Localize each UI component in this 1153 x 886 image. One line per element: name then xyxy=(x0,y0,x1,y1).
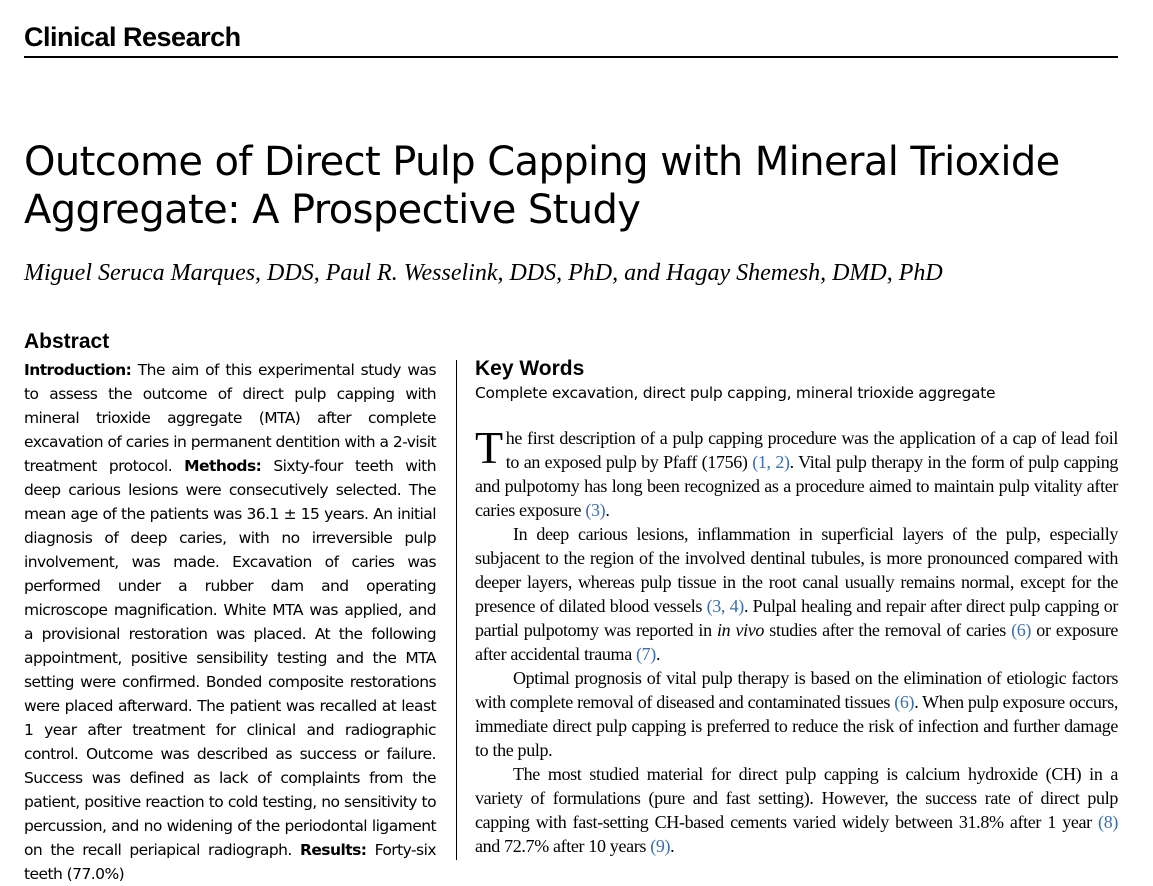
abstract-methods-label: Methods: xyxy=(184,457,262,475)
keywords-list: Complete excavation, direct pulp capping, mineral trioxide aggregate xyxy=(475,384,996,402)
body-text: or exposure after accidental trauma xyxy=(475,620,1118,664)
article-authors: Miguel Seruca Marques, DDS, Paul R. Wesselink, DDS, PhD, and Hagay Shemesh, DMD, PhD xyxy=(24,260,943,286)
abstract-body xyxy=(24,358,436,886)
column-divider xyxy=(456,360,457,860)
abstract-intro-text: The aim of this experimental study was to assess the outcome of direct pulp capping with mineral trioxide aggregate (MTA) after complete excavation of caries in permanent dentition with a 2-visit treatment protocol. xyxy=(24,361,436,475)
citation-link[interactable]: (8) xyxy=(1098,812,1118,832)
body-paragraph-1 xyxy=(475,422,1118,522)
body-text: . xyxy=(670,836,675,856)
abstract-heading: Abstract xyxy=(24,330,110,353)
abstract-results-label: Results: xyxy=(299,841,367,859)
body-text: In deep carious lesions, inflammation in superficial layers of the pulp, especially subjacent to the region of the involved dentinal tubules, is more pronounced compared with deeper layers, whereas pulp tissue in the root canal usually remains normal, except for the presence of dilated blood vessels xyxy=(475,524,1118,616)
body-paragraph-4 xyxy=(475,762,1118,858)
body-text: Optimal prognosis of vital pulp therapy is based on the elimination of etiologic factors with complete removal of diseased and contaminated tissues xyxy=(475,668,1118,712)
abstract-intro-label: Introduction: xyxy=(24,361,132,379)
body-text: . xyxy=(655,644,661,664)
body-text: . xyxy=(605,500,610,520)
body-paragraph-2 xyxy=(475,522,1118,666)
citation-link[interactable]: (7) xyxy=(636,644,656,664)
body-emphasis: in vivo xyxy=(716,620,765,640)
abstract-methods-text: Sixty-four teeth with deep carious lesions were consecutively selected. The mean age of the patients was 36.1 ± 15 years. An initial diagnosis of deep caries, with no irreversible pulp involvement, was made. Excavation of caries was performed under a rubber dam and operating microscope magnification. White MTA was applied, and a provisional restoration was placed. At the following appointment, positive sensibility testing and the MTA setting were confirmed. Bonded composite restorations were placed afterward. The patient was recalled at least 1 year after treatment for clinical and radiographic control. Outcome was described as success or failure. Success was defined as lack of complaints from the patient, positive reaction to cold testing, no sensitivity to percussion, and no widening of the periodontal ligament on the recall periapical radiograph. xyxy=(24,457,436,859)
body-text: . Vital pulp therapy in the form of pulp capping and pulpotomy has long been recognized as a procedure aimed to maintain pulp vitality after caries exposure xyxy=(475,452,1118,520)
citation-link[interactable]: (3, 4) xyxy=(706,596,744,616)
citation-link[interactable]: (6) xyxy=(894,692,915,712)
body-text: . Pulpal healing and repair after direct pulp capping or partial pulpotomy was reported in xyxy=(475,596,1118,640)
body-paragraph-3 xyxy=(475,666,1118,762)
body-text: studies after the removal of caries xyxy=(764,620,1012,640)
body-text: and 72.7% after 10 years xyxy=(475,836,651,856)
section-label: Clinical Research xyxy=(24,22,241,52)
body-text: The most studied material for direct pulp capping is calcium hydroxide (CH) in a variety of formulations (pure and fast setting). However, the success rate of direct pulp capping with fast-setting CH-based cements varied widely between 31.8% after 1 year xyxy=(475,764,1118,832)
body-text: he first description of a pulp capping procedure was the application of a cap of lead foil to an exposed pulp by Pfaff (1756) xyxy=(505,428,1118,472)
body-text: . When pulp exposure occurs, immediate direct pulp capping is preferred to reduce the risk of infection and further damage to the pulp. xyxy=(475,692,1118,760)
abstract-results-text: Forty-six teeth (77.0%) xyxy=(24,841,436,883)
keywords-heading: Key Words xyxy=(475,357,585,380)
citation-link[interactable]: (9) xyxy=(650,836,671,856)
header-rule xyxy=(24,56,1118,58)
citation-link[interactable]: (6) xyxy=(1011,620,1032,640)
article-title: Outcome of Direct Pulp Capping with Mineral Trioxide Aggregate: A Prospective Study xyxy=(24,139,1060,233)
drop-cap: T xyxy=(475,422,503,473)
citation-link[interactable]: (1, 2) xyxy=(752,452,790,472)
article-body xyxy=(475,422,1118,858)
citation-link[interactable]: (3) xyxy=(585,500,606,520)
